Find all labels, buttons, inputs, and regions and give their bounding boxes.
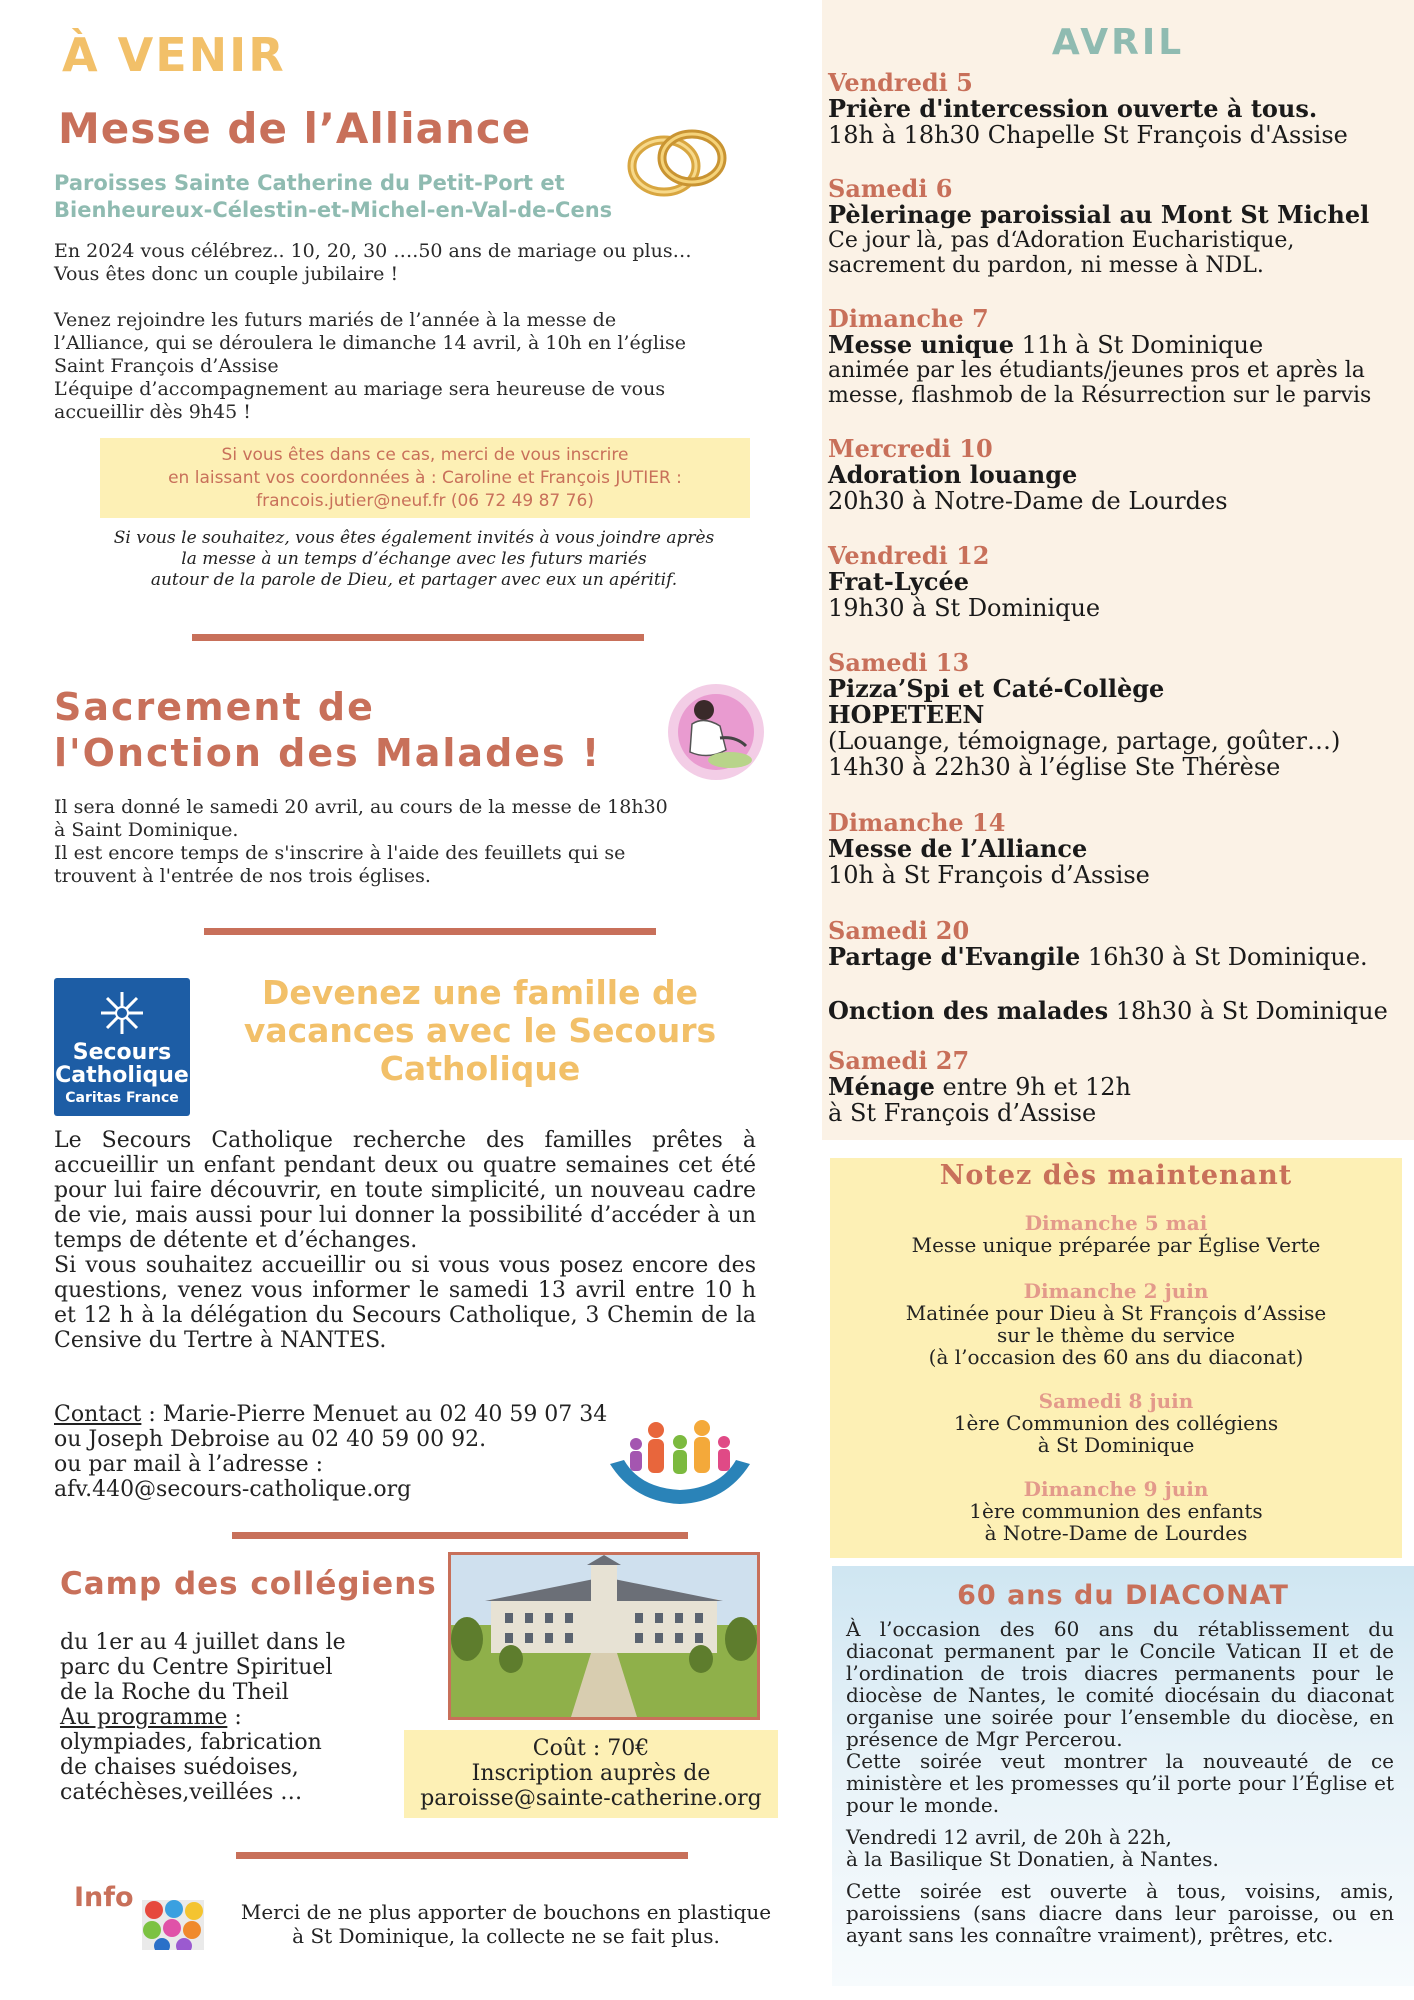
camp-line: olympiades, fabrication bbox=[60, 1730, 322, 1755]
agenda-date: Mercredi 10 bbox=[828, 434, 993, 463]
secours-contact bbox=[54, 1402, 654, 1502]
agenda-item bbox=[828, 918, 1408, 970]
notez-item bbox=[830, 1390, 1402, 1456]
inscription-box: Si vous êtes dans ce cas, merci de vous inscrire en laissant vos coordonnées à : Caroline et François JUTIER : francois.jutier@neuf.fr (06 72 49 87 76) bbox=[100, 438, 750, 518]
messe-alliance-title: Messe de l’Alliance bbox=[58, 104, 532, 153]
section-divider bbox=[236, 1852, 688, 1859]
notez-date: Samedi 8 juin bbox=[1038, 1389, 1194, 1413]
section-heading-a-venir: À VENIR bbox=[62, 28, 286, 82]
secours-paragraph: Le Secours Catholique recherche des familles prêtes à accueillir un enfant pendant deux ou quatre semaines cet été pour lui faire découvrir, en toute simplicité, un nouveau cadre de vie, mais aussi pour lui donner la possibilité d’accéder à un temps de détente et d’échanges. bbox=[54, 1128, 756, 1253]
onction-title: Sacrement de l'Onction des Malades ! bbox=[54, 685, 602, 775]
camp-line: parc du Centre Spirituel bbox=[60, 1655, 333, 1680]
logo-text: Caritas France bbox=[65, 1090, 179, 1106]
agenda-line: animée par les étudiants/jeunes pros et après la bbox=[828, 358, 1365, 383]
anointing-illustration-icon bbox=[664, 680, 768, 784]
agenda-line: 10h à St François d’Assise bbox=[828, 861, 1150, 889]
agenda-item bbox=[828, 306, 1408, 408]
agenda-text: 18h30 à St Dominique bbox=[1108, 997, 1388, 1025]
bottle-caps-icon bbox=[142, 1900, 204, 1950]
agenda-item bbox=[828, 70, 1408, 148]
camp-cost: Coût : 70€ bbox=[532, 1736, 650, 1761]
agenda-date: Samedi 27 bbox=[828, 1046, 970, 1075]
agenda-line: (Louange, témoignage, partage, goûter…) bbox=[828, 727, 1341, 755]
agenda-title: Ménage bbox=[828, 1072, 935, 1101]
diaconat-body bbox=[846, 1618, 1394, 1956]
agenda-title: Onction des malades bbox=[828, 996, 1109, 1025]
agenda-line: 19h30 à St Dominique bbox=[828, 594, 1101, 622]
diaconat-paragraph: Vendredi 12 avril, de 20h à 22h, bbox=[846, 1825, 1172, 1849]
agenda-date: Samedi 6 bbox=[828, 174, 953, 203]
family-hands-icon bbox=[604, 1412, 756, 1508]
agenda-title: Frat-Lycée bbox=[828, 567, 969, 596]
agenda-line: 20h30 à Notre-Dame de Lourdes bbox=[828, 487, 1228, 515]
section-divider bbox=[192, 634, 644, 641]
agenda-item bbox=[828, 176, 1408, 278]
notez-text: 1ère communion des enfants à Notre-Dame de Lourdes bbox=[969, 1499, 1263, 1545]
section-divider bbox=[232, 1532, 688, 1539]
notez-date: Dimanche 5 mai bbox=[1024, 1211, 1208, 1235]
agenda-date: Dimanche 7 bbox=[828, 304, 989, 333]
agenda-date: Samedi 20 bbox=[828, 916, 970, 945]
secours-paragraph: Si vous souhaitez accueillir ou si vous vous posez encore des questions, venez vous informer le samedi 13 avril entre 10 h et 12 h à la délégation du Secours Catholique, 3 Chemin de la Censive du Tertre à NANTES. bbox=[54, 1253, 756, 1353]
agenda-date: Vendredi 12 bbox=[828, 541, 990, 570]
agenda-text: 16h30 à St Dominique. bbox=[1080, 943, 1368, 971]
contact-text: : Marie-Pierre Menuet au 02 40 59 07 34 bbox=[141, 1402, 608, 1427]
camp-line: catéchèses,veillées … bbox=[60, 1780, 303, 1805]
secours-body bbox=[54, 1128, 756, 1353]
camp-building-photo bbox=[448, 1552, 760, 1720]
contact-text: ou Joseph Debroise au 02 40 59 00 92. bbox=[54, 1427, 487, 1452]
agenda-line: à St François d’Assise bbox=[828, 1099, 1097, 1127]
notez-title: Notez dès maintenant bbox=[939, 1160, 1293, 1191]
agenda-line: 14h30 à 22h30 à l’église Ste Thérèse bbox=[828, 753, 1281, 781]
notez-date: Dimanche 2 juin bbox=[1023, 1279, 1209, 1303]
contact-label: Contact bbox=[54, 1402, 142, 1427]
camp-inscription: Inscription auprès de bbox=[471, 1761, 711, 1786]
info-text: Merci de ne plus apporter de bouchons en plastique à St Dominique, la collecte ne se fait plus. bbox=[240, 1900, 772, 1948]
camp-line: du 1er au 4 juillet dans le bbox=[60, 1630, 346, 1655]
agenda-title: Pizza’Spi et Caté-Collège bbox=[828, 674, 1165, 703]
notez-text: Matinée pour Dieu à St François d’Assise sur le thème du service (à l’occasion des 60 ans du diaconat) bbox=[905, 1301, 1327, 1369]
agenda-text: entre 9h et 12h bbox=[934, 1073, 1131, 1101]
agenda-item bbox=[828, 998, 1408, 1024]
notez-item bbox=[830, 1212, 1402, 1256]
camp-body bbox=[60, 1630, 400, 1805]
messe-alliance-note: Si vous le souhaitez, vous êtes également invités à vous joindre après la messe à un temps d’échange avec les futurs mariés autour de la parole de Dieu, et partager avec eux un apéritif. bbox=[113, 528, 715, 590]
notez-text: 1ère Communion des collégiens à St Dominique bbox=[953, 1411, 1279, 1457]
notez-item bbox=[830, 1478, 1402, 1544]
diaconat-title: 60 ans du DIACONAT bbox=[957, 1580, 1289, 1611]
info-label: Info bbox=[74, 1882, 134, 1913]
agenda-title: Prière d'intercession ouverte à tous. bbox=[828, 94, 1318, 123]
avril-title: AVRIL bbox=[1051, 22, 1185, 63]
notez-text: Messe unique préparée par Église Verte bbox=[911, 1233, 1321, 1257]
agenda-date: Dimanche 14 bbox=[828, 808, 1006, 837]
camp-inscription-box bbox=[404, 1730, 778, 1818]
agenda-date: Samedi 13 bbox=[828, 648, 970, 677]
agenda-title: Messe unique bbox=[828, 330, 1014, 359]
agenda-line: HOPETEEN bbox=[828, 700, 985, 729]
contact-email: afv.440@secours-catholique.org bbox=[54, 1477, 412, 1502]
camp-email: paroisse@sainte-catherine.org bbox=[420, 1786, 762, 1811]
camp-line: de chaises suédoises, bbox=[60, 1755, 299, 1780]
agenda-date: Vendredi 5 bbox=[828, 68, 973, 97]
contact-text: ou par mail à l’adresse : bbox=[54, 1452, 324, 1477]
agenda-title: Partage d'Evangile bbox=[828, 942, 1081, 971]
diaconat-paragraph: À l’occasion des 60 ans du rétablissement du diaconat permanent par le Concile Vatican II et de l’ordination de trois diacres permanents pour le diocèse de Nantes, le comité diocésain du diaconat organise une soirée pour l’ensemble du diocèse, en présence de Mgr Percerou. bbox=[846, 1617, 1394, 1751]
onction-body: Il sera donné le samedi 20 avril, au cours de la messe de 18h30 à Saint Dominique. Il est encore temps de s'inscrire à l'aide des feuillets qui se trouvent à l'entrée de nos trois églises. bbox=[54, 796, 668, 887]
agenda-line: messe, flashmob de la Résurrection sur le parvis bbox=[828, 383, 1372, 408]
agenda-item bbox=[828, 436, 1408, 514]
agenda-line: 18h à 18h30 Chapelle St François d'Assise bbox=[828, 121, 1348, 149]
agenda-item bbox=[828, 810, 1408, 888]
camp-title: Camp des collégiens bbox=[60, 1566, 437, 1602]
notez-item bbox=[830, 1280, 1402, 1368]
cross-icon bbox=[97, 988, 147, 1038]
agenda-item bbox=[828, 1048, 1408, 1126]
diaconat-paragraph: Cette soirée est ouverte à tous, voisins, amis, paroissiens (sans diacre dans leur paroisse, ou en ayant sans les connaître vraiment), prêtres, etc. bbox=[846, 1879, 1394, 1947]
programme-label: Au programme bbox=[60, 1705, 228, 1730]
camp-line: de la Roche du Theil bbox=[60, 1680, 289, 1705]
agenda-item bbox=[828, 543, 1408, 621]
agenda-title: Pèlerinage paroissial au Mont St Michel bbox=[828, 200, 1370, 229]
agenda-item bbox=[828, 650, 1408, 780]
diaconat-paragraph: Cette soirée veut montrer la nouveauté de ce ministère et les promesses qu’il porte pour l’Église et pour le monde. bbox=[846, 1749, 1394, 1817]
notez-date: Dimanche 9 juin bbox=[1023, 1477, 1209, 1501]
secours-title: Devenez une famille de vacances avec le Secours Catholique bbox=[243, 973, 717, 1088]
diaconat-paragraph: à la Basilique St Donatien, à Nantes. bbox=[846, 1847, 1219, 1871]
agenda-title: Adoration louange bbox=[828, 460, 1078, 489]
agenda-text: 11h à St Dominique bbox=[1014, 331, 1264, 359]
secours-catholique-logo bbox=[54, 978, 190, 1116]
section-divider bbox=[204, 928, 656, 935]
logo-text: Catholique bbox=[55, 1063, 189, 1088]
agenda-line: Ce jour là, pas d‘Adoration Eucharistique, bbox=[828, 228, 1295, 253]
agenda-title: Messe de l’Alliance bbox=[828, 834, 1088, 863]
messe-alliance-body: En 2024 vous célébrez.. 10, 20, 30 ….50 ans de mariage ou plus… Vous êtes donc un couple jubilaire ! Venez rejoindre les futurs mariés de l’année à la messe de l’Alliance, qui se déroulera le dimanche 14 avril, à 10h en l’église Saint François d’Assise L’équipe d’accompagnement au mariage sera heureuse de vous accueillir dès 9h45 ! bbox=[54, 240, 692, 423]
logo-text: Secours bbox=[72, 1040, 172, 1065]
agenda-line: sacrement du pardon, ni messe à NDL. bbox=[828, 253, 1264, 278]
parishes-subtitle: Paroisses Sainte Catherine du Petit-Port et Bienheureux-Célestin-et-Michel-en-Val-de-Cens bbox=[54, 171, 613, 222]
camp-line: : bbox=[227, 1705, 242, 1730]
